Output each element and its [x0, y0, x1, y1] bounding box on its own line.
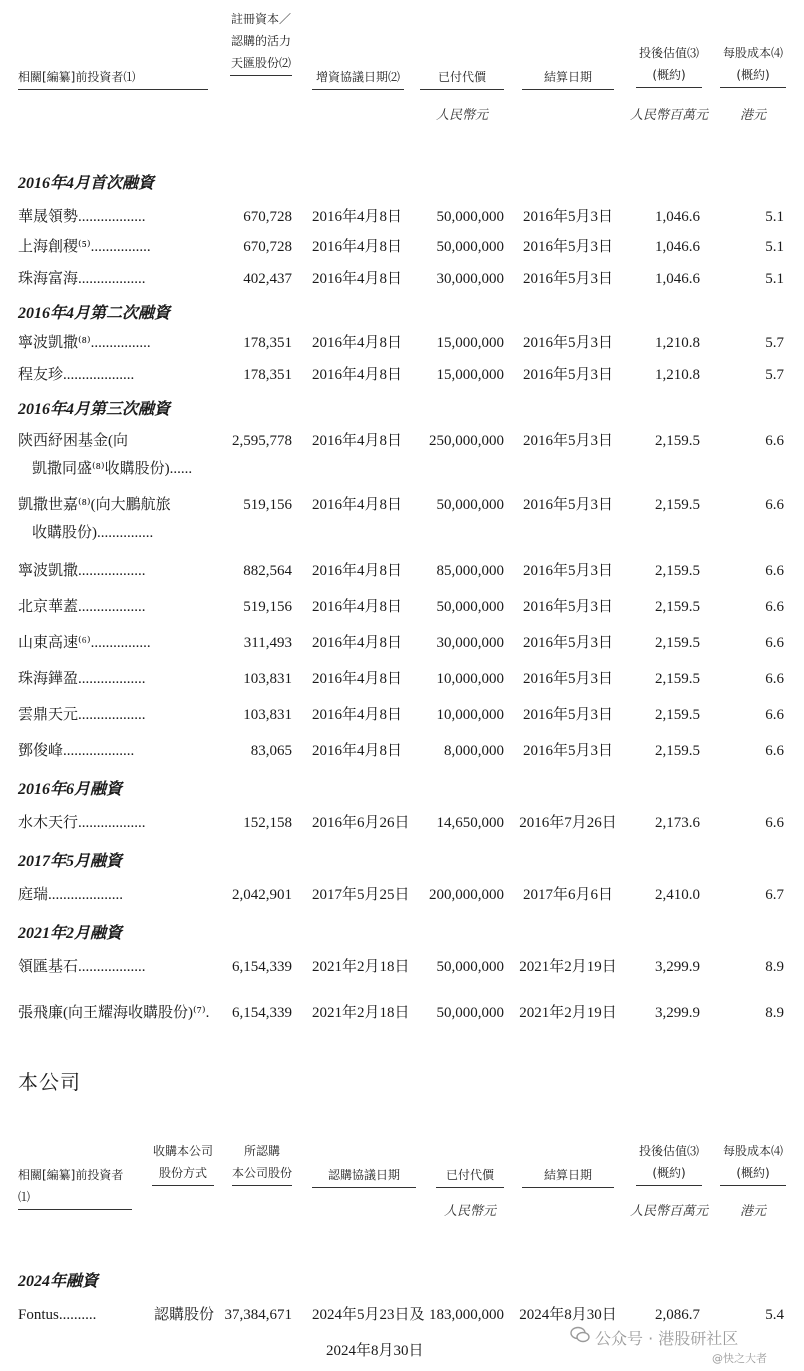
t1-col-paid-header: 已付代價 — [420, 66, 504, 90]
investor-name: 華晟領勢.................. — [18, 209, 146, 225]
investor-name: 水木天行.................. — [18, 815, 146, 831]
investor-name: 張飛廉(向王耀海收購股份)⁽⁷⁾. — [18, 1005, 210, 1021]
table-row — [0, 998, 804, 1032]
settlement-date: 2016年5月3日 — [522, 707, 613, 723]
registered-capital: 670,728 — [243, 239, 292, 255]
post-money-valuation: 1,046.6 — [655, 271, 700, 287]
consideration-paid: 50,000,000 — [436, 1005, 504, 1021]
consideration-paid: 30,000,000 — [436, 271, 504, 287]
registered-capital: 882,564 — [243, 563, 292, 579]
agreement-date: 2017年5月25日 — [312, 887, 410, 903]
agreement-date: 2021年2月18日 — [312, 959, 410, 975]
table-row — [0, 328, 804, 362]
settlement-date: 2016年5月3日 — [522, 335, 613, 351]
t1-unit-cost: 港元 — [739, 107, 766, 122]
agreement-date: 2016年4月8日 — [312, 635, 403, 651]
registered-capital: 311,493 — [243, 635, 292, 651]
agreement-date: 2016年4月8日 — [312, 743, 403, 759]
table-row — [0, 232, 804, 266]
agreement-date: 2016年4月8日 — [312, 599, 403, 615]
cost-per-share: 5.1 — [765, 271, 784, 287]
consideration-paid: 15,000,000 — [436, 367, 504, 383]
post-money-valuation: 2,086.7 — [655, 1307, 700, 1323]
cost-per-share: 6.6 — [765, 743, 784, 759]
investor-name: Fontus.......... — [18, 1307, 97, 1323]
settlement-date: 2016年5月3日 — [522, 271, 613, 287]
t1-col-cost-header: 每股成本⑷ (概約) — [720, 42, 786, 88]
section-heading: 2016年6月融資 — [18, 781, 123, 798]
t2-col-method-header: 收購本公司 股份方式 — [152, 1140, 214, 1186]
registered-capital: 103,831 — [243, 707, 292, 723]
t2-unit-cost: 港元 — [739, 1203, 766, 1218]
table-row — [0, 700, 804, 734]
t2-unit-valuation: 人民幣百萬元 — [629, 1203, 708, 1218]
settlement-date: 2016年5月3日 — [522, 563, 613, 579]
investor-name: 珠海鏵盈.................. — [18, 671, 146, 687]
t2-col-settlement-header: 結算日期 — [522, 1164, 614, 1188]
settlement-date: 2016年5月3日 — [522, 367, 613, 383]
settlement-date: 2016年5月3日 — [522, 209, 613, 225]
t1-col-valuation-header: 投後估值⑶ (概約) — [636, 42, 702, 88]
registered-capital: 2,042,901 — [232, 887, 292, 903]
agreement-date: 2016年4月8日 — [312, 497, 403, 513]
table-row — [0, 664, 804, 698]
table-row — [0, 592, 804, 626]
post-money-valuation: 1,210.8 — [655, 367, 700, 383]
settlement-date: 2024年8月30日 — [519, 1307, 617, 1323]
consideration-paid: 50,000,000 — [436, 497, 504, 513]
t2-unit-paid: 人民幣元 — [443, 1203, 496, 1218]
table-row — [0, 556, 804, 590]
t2-col-valuation-header: 投後估值⑶ (概約) — [636, 1140, 702, 1186]
t1-col-investor-header: 相關[編纂]前投資者⑴ — [18, 66, 208, 90]
investor-name-line2: 收購股份)............... — [32, 525, 154, 541]
post-money-valuation: 2,159.5 — [655, 433, 700, 449]
cost-per-share: 5.1 — [765, 239, 784, 255]
table-row — [0, 736, 804, 770]
registered-capital: 83,065 — [250, 743, 292, 759]
post-money-valuation: 2,159.5 — [655, 743, 700, 759]
settlement-date: 2016年7月26日 — [519, 815, 617, 831]
settlement-date: 2016年5月3日 — [522, 599, 613, 615]
section-heading: 2016年4月第三次融資 — [18, 401, 171, 418]
cost-per-share: 5.7 — [765, 335, 784, 351]
section-heading: 2021年2月融資 — [18, 925, 123, 942]
post-money-valuation: 2,159.5 — [655, 563, 700, 579]
investor-name: 凱撒世嘉⁽⁸⁾(向大鵬航旅 — [18, 497, 171, 513]
cost-per-share: 8.9 — [765, 959, 784, 975]
t2-col-agreement-date-header: 認購協議日期 — [312, 1164, 416, 1188]
investor-name: 雲鼎天元.................. — [18, 707, 146, 723]
registered-capital: 2,595,778 — [232, 433, 292, 449]
t2-col-paid-header: 已付代價 — [436, 1164, 504, 1188]
investor-name: 鄧俊峰................... — [18, 743, 135, 759]
table-row — [0, 952, 804, 986]
table-row — [0, 426, 804, 477]
post-money-valuation: 2,159.5 — [655, 599, 700, 615]
t2-col-investor-header: 相關[編纂]前投資者⑴ — [18, 1164, 132, 1210]
agreement-date: 2016年4月8日 — [312, 563, 403, 579]
t1-unit-paid: 人民幣元 — [435, 107, 488, 122]
agreement-date: 2016年4月8日 — [312, 209, 403, 225]
settlement-date: 2016年5月3日 — [522, 671, 613, 687]
consideration-paid: 200,000,000 — [429, 887, 504, 903]
investor-name: 珠海富海.................. — [18, 271, 146, 287]
section-heading: 2016年4月第二次融資 — [18, 305, 171, 322]
consideration-paid: 50,000,000 — [436, 209, 504, 225]
post-money-valuation: 3,299.9 — [655, 959, 700, 975]
cost-per-share: 6.6 — [765, 563, 784, 579]
agreement-date: 2024年5月23日及 — [312, 1307, 425, 1323]
t2-col-shares-header: 所認購 本公司股份 — [232, 1140, 292, 1186]
agreement-date: 2016年4月8日 — [312, 271, 403, 287]
cost-per-share: 6.6 — [765, 497, 784, 513]
registered-capital: 6,154,339 — [232, 959, 292, 975]
section-heading: 2017年5月融資 — [18, 853, 123, 870]
post-money-valuation: 2,410.0 — [655, 887, 700, 903]
post-money-valuation: 2,159.5 — [655, 707, 700, 723]
agreement-date: 2016年4月8日 — [312, 433, 403, 449]
agreement-date: 2016年4月8日 — [312, 707, 403, 723]
registered-capital: 519,156 — [243, 497, 292, 513]
settlement-date: 2016年5月3日 — [522, 497, 613, 513]
investor-name: 庭瑞.................... — [18, 887, 124, 903]
consideration-paid: 10,000,000 — [436, 707, 504, 723]
table-row — [0, 202, 804, 236]
cost-per-share: 8.9 — [765, 1005, 784, 1021]
agreement-date: 2016年4月8日 — [312, 367, 403, 383]
investor-name: 寧波凱撒⁽⁸⁾................ — [18, 335, 151, 351]
subscribed-shares: 37,384,671 — [224, 1307, 292, 1323]
t1-unit-valuation: 人民幣百萬元 — [629, 107, 708, 122]
consideration-paid: 85,000,000 — [436, 563, 504, 579]
settlement-date: 2016年5月3日 — [522, 743, 613, 759]
cost-per-share: 6.6 — [765, 707, 784, 723]
post-money-valuation: 1,046.6 — [655, 209, 700, 225]
investor-name: 山東高速⁽⁶⁾................ — [18, 635, 151, 651]
settlement-date: 2021年2月19日 — [519, 1005, 617, 1021]
settlement-date: 2021年2月19日 — [519, 959, 617, 975]
t1-col-capital-header: 註冊資本／ 認購的活力 天匯股份⑵ — [230, 8, 292, 76]
agreement-date: 2016年4月8日 — [312, 335, 403, 351]
investor-name: 程友珍................... — [18, 367, 135, 383]
consideration-paid: 50,000,000 — [436, 599, 504, 615]
table-row — [0, 264, 804, 298]
consideration-paid: 250,000,000 — [429, 433, 504, 449]
consideration-paid: 50,000,000 — [436, 239, 504, 255]
investor-name: 寧波凱撒.................. — [18, 563, 146, 579]
cost-per-share: 5.4 — [765, 1307, 784, 1323]
registered-capital: 6,154,339 — [232, 1005, 292, 1021]
cost-per-share: 5.7 — [765, 367, 784, 383]
section-heading: 2016年4月首次融資 — [18, 175, 155, 192]
investor-name: 領匯基石.................. — [18, 959, 146, 975]
investor-name: 北京華蓋.................. — [18, 599, 146, 615]
watermark-sub: @快之大者 — [712, 1352, 767, 1365]
consideration-paid: 14,650,000 — [436, 815, 504, 831]
consideration-paid: 183,000,000 — [429, 1307, 504, 1323]
settlement-date: 2016年5月3日 — [522, 239, 613, 255]
investor-name-line2: 凱撒同盛⁽⁸⁾收購股份)...... — [32, 461, 193, 477]
registered-capital: 402,437 — [243, 271, 292, 287]
registered-capital: 152,158 — [243, 815, 292, 831]
post-money-valuation: 2,173.6 — [655, 815, 700, 831]
acquisition-method: 認購股份 — [154, 1307, 215, 1323]
cost-per-share: 6.7 — [765, 887, 784, 903]
registered-capital: 178,351 — [243, 335, 292, 351]
watermark-text: 公众号 · 港股研社区 — [595, 1329, 739, 1348]
post-money-valuation: 1,210.8 — [655, 335, 700, 351]
settlement-date: 2016年5月3日 — [522, 433, 613, 449]
agreement-date: 2016年4月8日 — [312, 239, 403, 255]
cost-per-share: 6.6 — [765, 433, 784, 449]
cost-per-share: 6.6 — [765, 671, 784, 687]
post-money-valuation: 1,046.6 — [655, 239, 700, 255]
company-section-title: 本公司 — [18, 1070, 81, 1094]
cost-per-share: 6.6 — [765, 599, 784, 615]
table-row — [0, 880, 804, 914]
section-heading: 2024年融資 — [18, 1273, 99, 1290]
consideration-paid: 10,000,000 — [436, 671, 504, 687]
agreement-date: 2021年2月18日 — [312, 1005, 410, 1021]
investor-name: 上海創稷⁽⁵⁾................ — [18, 239, 151, 255]
consideration-paid: 50,000,000 — [436, 959, 504, 975]
agreement-date-line2: 2024年8月30日 — [326, 1343, 424, 1359]
consideration-paid: 15,000,000 — [436, 335, 504, 351]
post-money-valuation: 2,159.5 — [655, 497, 700, 513]
post-money-valuation: 3,299.9 — [655, 1005, 700, 1021]
agreement-date: 2016年6月26日 — [312, 815, 410, 831]
post-money-valuation: 2,159.5 — [655, 635, 700, 651]
cost-per-share: 5.1 — [765, 209, 784, 225]
table-row — [0, 628, 804, 662]
registered-capital: 670,728 — [243, 209, 292, 225]
table-row — [0, 808, 804, 842]
registered-capital: 519,156 — [243, 599, 292, 615]
wechat-icon — [570, 1326, 590, 1344]
t1-col-agreement-date-header: 增資協議日期⑵ — [312, 66, 404, 90]
table-row — [0, 360, 804, 394]
agreement-date: 2016年4月8日 — [312, 671, 403, 687]
consideration-paid: 30,000,000 — [436, 635, 504, 651]
registered-capital: 103,831 — [243, 671, 292, 687]
cost-per-share: 6.6 — [765, 815, 784, 831]
consideration-paid: 8,000,000 — [444, 743, 504, 759]
settlement-date: 2016年5月3日 — [522, 635, 613, 651]
post-money-valuation: 2,159.5 — [655, 671, 700, 687]
registered-capital: 178,351 — [243, 367, 292, 383]
settlement-date: 2017年6月6日 — [522, 887, 613, 903]
table-row — [0, 490, 804, 541]
t2-col-cost-header: 每股成本⑷ (概約) — [720, 1140, 786, 1186]
t1-col-settlement-header: 結算日期 — [522, 66, 614, 90]
cost-per-share: 6.6 — [765, 635, 784, 651]
investor-name: 陝西紓困基金(向 — [18, 433, 128, 449]
